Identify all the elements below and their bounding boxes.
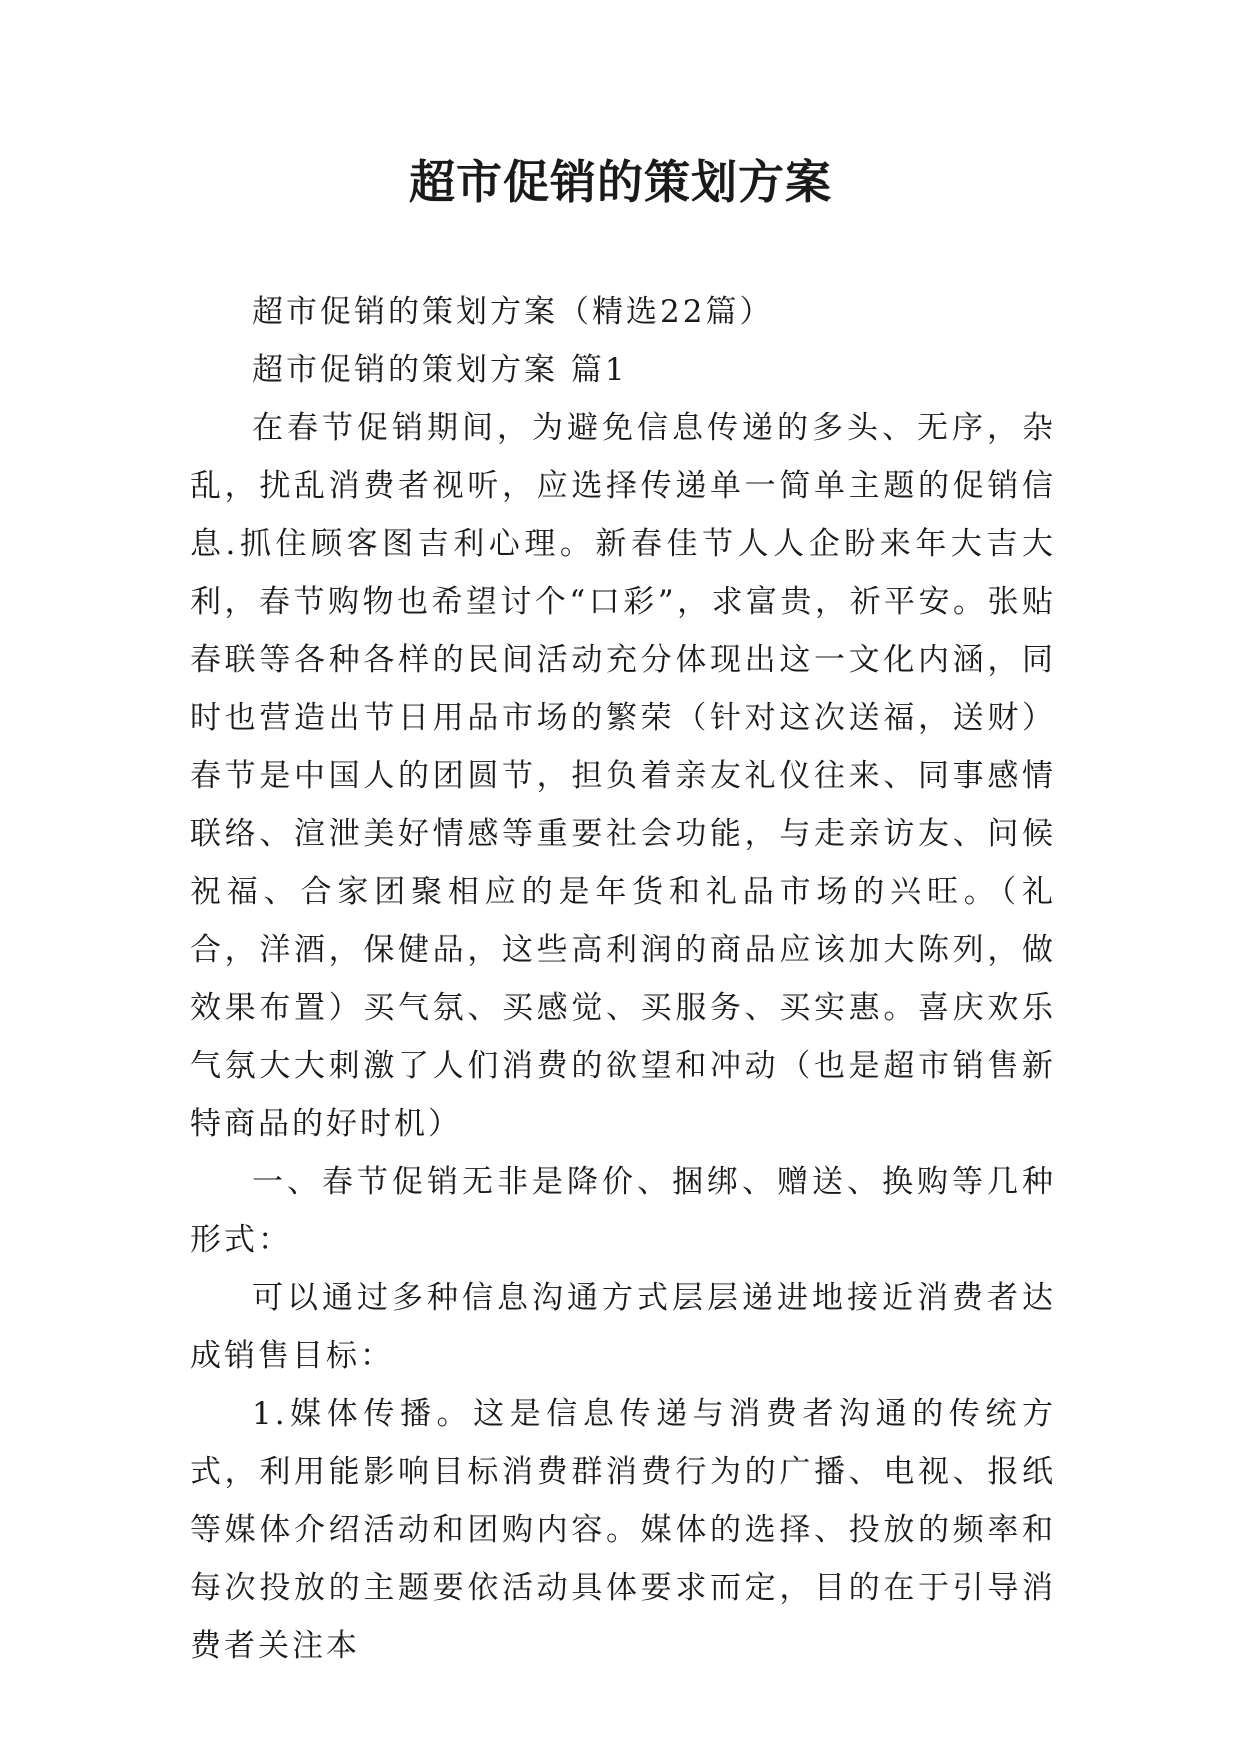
paragraph-section-heading: 超市促销的策划方案 篇1 [252,352,628,388]
paragraph-subtitle: 超市促销的策划方案（精选22篇） [252,294,774,330]
paragraph: 一、春节促销无非是降价、捆绑、赠送、换购等几种形式： [190,1164,1056,1258]
document-body [190,283,1056,1675]
document-title: 超市促销的策划方案 [409,155,832,209]
paragraph: 在春节促销期间，为避免信息传递的多头、无序，杂乱，扰乱消费者视听，应选择传递单一简单主题的促销信息.抓住顾客图吉利心理。新春佳节人人企盼来年大吉大利，春节购物也希望讨个“口彩”，求富贵，祈平安。张贴春联等各种各样的民间活动充分体现出这一文化内涵，同时也营造出节日用品市场的繁荣（针对这次送福，送财）春节是中国人的团圆节，担负着亲友礼仪往来、同事感情联络、渲泄美好情感等重要社会功能，与走亲访友、问候祝福、合家团聚相应的是年货和礼品市场的兴旺。（礼合，洋酒，保健品，这些高利润的商品应该加大陈列，做效果布置）买气氛、买感觉、买服务、买实惠。喜庆欢乐气氛大大刺激了人们消费的欲望和冲动（也是超市销售新特商品的好时机） [190,410,1056,1142]
paragraph: 1.媒体传播。这是信息传递与消费者沟通的传统方式，利用能影响目标消费群消费行为的广播、电视、报纸等媒体介绍活动和团购内容。媒体的选择、投放的频率和每次投放的主题要依活动具体要求而定，目的在于引导消费者关注本 [190,1396,1056,1664]
paragraph: 可以通过多种信息沟通方式层层递进地接近消费者达成销售目标： [190,1280,1056,1374]
